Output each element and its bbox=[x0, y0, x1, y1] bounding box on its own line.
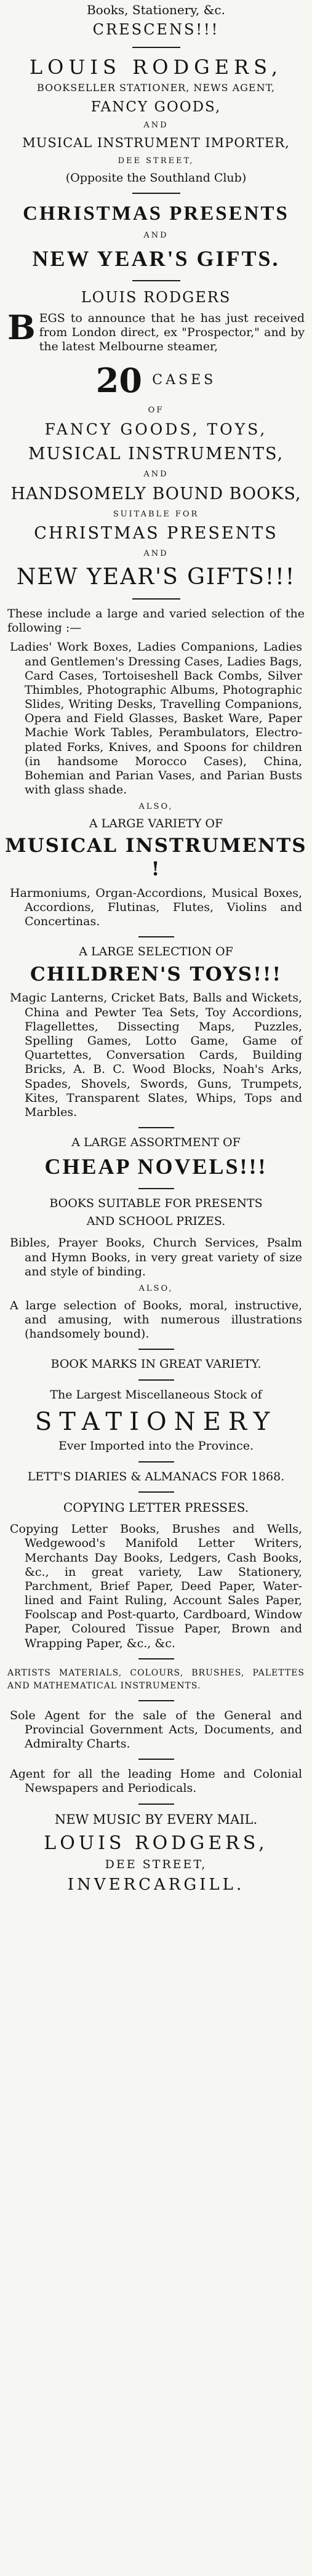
toys-intro: A LARGE SELECTION OF bbox=[79, 945, 233, 959]
shop-street: DEE STREET, bbox=[118, 156, 194, 166]
divider bbox=[138, 1349, 174, 1350]
divider bbox=[138, 1759, 174, 1760]
agent-newspapers: Agent for all the leading Home and Colonial Newspapers and Periodicals. bbox=[10, 1767, 302, 1796]
toys-title: CHILDREN'S TOYS!!! bbox=[30, 963, 282, 985]
also-label: ALSO, bbox=[138, 802, 174, 812]
musical-items: Harmoniums, Organ-Accordions, Musical Boxes, Accordions, Flutinas, Flutes, Violins and Concertinas. bbox=[10, 886, 302, 929]
stationery-sub: Ever Imported into the Province. bbox=[58, 1439, 254, 1453]
and-label: AND bbox=[143, 549, 169, 559]
divider bbox=[138, 1461, 174, 1463]
cases-count: 20 bbox=[95, 360, 142, 400]
prizes-line1: BOOKS SUITABLE FOR PRESENTS bbox=[49, 1197, 263, 1211]
divider bbox=[132, 598, 180, 600]
divider bbox=[138, 1658, 174, 1659]
musical-title: MUSICAL INSTRUMENTS ! bbox=[5, 835, 307, 881]
selection-intro: These include a large and varied selection of the following :— bbox=[7, 607, 305, 635]
stationery-intro: The Largest Miscellaneous Stock of bbox=[50, 1387, 262, 1402]
musical-instruments: MUSICAL INSTRUMENTS, bbox=[28, 444, 284, 463]
and-label: AND bbox=[143, 231, 169, 240]
announce-name: LOUIS RODGERS bbox=[81, 288, 231, 306]
agent-government: Sole Agent for the sale of the General and Provincial Government Acts, Documents, and Admiralty Charts. bbox=[10, 1708, 302, 1751]
section-heading: Books, Stationery, &c. bbox=[86, 2, 225, 17]
of-label: OF bbox=[148, 406, 164, 415]
cases-word: CASES bbox=[152, 372, 217, 388]
and-label: AND bbox=[143, 469, 169, 479]
fancy-toys: FANCY GOODS, TOYS, bbox=[44, 420, 268, 439]
artists-line: ARTISTS MATERIALS, COLOURS, BRUSHES, PALETTES AND MATHEMATICAL INSTRUMENTS. bbox=[7, 1667, 305, 1691]
divider bbox=[138, 1379, 174, 1381]
announce-text: EGS to announce that he has just received from London direct, ex "Prospector," and by the latest Melbourne steamer, bbox=[39, 311, 305, 354]
divider bbox=[138, 1804, 174, 1805]
music-line: NEW MUSIC BY EVERY MAIL. bbox=[54, 1812, 258, 1827]
stationery-title: STATIONERY bbox=[34, 1407, 278, 1436]
divider bbox=[138, 1127, 174, 1128]
divider bbox=[132, 280, 180, 281]
novels-intro: A LARGE ASSORTMENT OF bbox=[71, 1136, 241, 1150]
books-text: A large selection of Books, moral, instructive, and amusing, with numerous illustrations (handsomely bound). bbox=[10, 1298, 302, 1341]
announce-paragraph bbox=[7, 311, 305, 355]
divider bbox=[132, 193, 180, 194]
footer-street: DEE STREET, bbox=[105, 1857, 207, 1871]
divider bbox=[138, 1700, 174, 1701]
shop-trades: BOOKSELLER STATIONER, NEWS AGENT, bbox=[37, 81, 275, 94]
prizes-line2: AND SCHOOL PRIZES. bbox=[86, 1214, 226, 1229]
also-label: ALSO, bbox=[138, 1283, 174, 1293]
footer-town: INVERCARGILL. bbox=[67, 1875, 245, 1894]
newyear-gifts: NEW YEAR'S GIFTS!!! bbox=[16, 564, 296, 590]
bookmarks-line: BOOK MARKS IN GREAT VARIETY. bbox=[50, 1357, 262, 1371]
musical-importer: MUSICAL INSTRUMENT IMPORTER, bbox=[22, 135, 290, 151]
toys-items: Magic Lanterns, Cricket Bats, Balls and Wickets, China and Pewter Tea Sets, Toy Accordions, Flagellettes, Dissecting Maps, Puzzles, Spelling Games, Lotto Game, Game of Quartettes, Conversation Cards, Building Bricks, A. B. C. Wood Blocks, Noah's Arks, Spades, Shovels, Swords, Guns, Trumpets, Kites, Transparent Slates, Whips, Tops and Marbles. bbox=[10, 991, 302, 1119]
suitable-label: SUITABLE FOR bbox=[113, 509, 199, 519]
christmas-presents: CHRISTMAS PRESENTS bbox=[34, 524, 278, 544]
crescens-heading: CRESCENS!!! bbox=[92, 21, 220, 39]
fancy-goods: FANCY GOODS, bbox=[90, 99, 222, 116]
diaries-line: LETT'S DIARIES & ALMANACS FOR 1868. bbox=[27, 1469, 285, 1483]
cases-line bbox=[4, 361, 308, 401]
footer-name: LOUIS RODGERS, bbox=[44, 1832, 268, 1855]
shop-opposite: (Opposite the Southland Club) bbox=[65, 171, 247, 185]
newyear-title: NEW YEAR'S GIFTS. bbox=[32, 246, 280, 271]
dropcap: B bbox=[7, 311, 36, 348]
and-label: AND bbox=[143, 121, 169, 130]
selection-items: Ladies' Work Boxes, Ladies Companions, Ladies and Gentlemen's Dressing Cases, Ladies Bags, Card Cases, Tortoiseshell Back Combs, Silver Thimbles, Photographic Albums, Photographic Slides, Writing Desks, Travelling Companions, Opera and Field Glasses, Basket Ware, Paper Machie Work Tables, Perambulators, Electro-plated Forks, Knives, and Spoons for children (in handsome Morocco Cases), China, Bohemian and Parian Vases, and Parian Busts with glass shade. bbox=[10, 640, 302, 797]
divider bbox=[132, 47, 180, 48]
divider bbox=[138, 1188, 174, 1189]
copying-title: COPYING LETTER PRESSES. bbox=[63, 1499, 249, 1515]
divider bbox=[138, 1491, 174, 1493]
christmas-title: CHRISTMAS PRESENTS bbox=[23, 202, 289, 225]
novels-title: CHEAP NOVELS!!! bbox=[44, 1154, 268, 1179]
shop-name: LOUIS RODGERS, bbox=[29, 55, 283, 79]
bibles-text: Bibles, Prayer Books, Church Services, Psalm and Hymn Books, in very great variety of size and style of binding. bbox=[10, 1236, 302, 1278]
divider bbox=[138, 936, 174, 937]
bound-books: HANDSOMELY BOUND BOOKS, bbox=[10, 484, 302, 504]
copying-items: Copying Letter Books, Brushes and Wells, Wedgewood's Manifold Letter Writers, Merchants Day Books, Ledgers, Cash Books, &c., in great variety, Law Stationery, Parchment, Brief Paper, Deed Paper, Water-lined and Faint Ruling, Account Sales Paper, Foolscap and Post-quarto, Cardboard, Window Paper, Coloured Tissue Paper, Brown and Wrapping Paper, &c., &c. bbox=[10, 1522, 302, 1650]
musical-intro: A LARGE VARIETY OF bbox=[89, 817, 223, 831]
